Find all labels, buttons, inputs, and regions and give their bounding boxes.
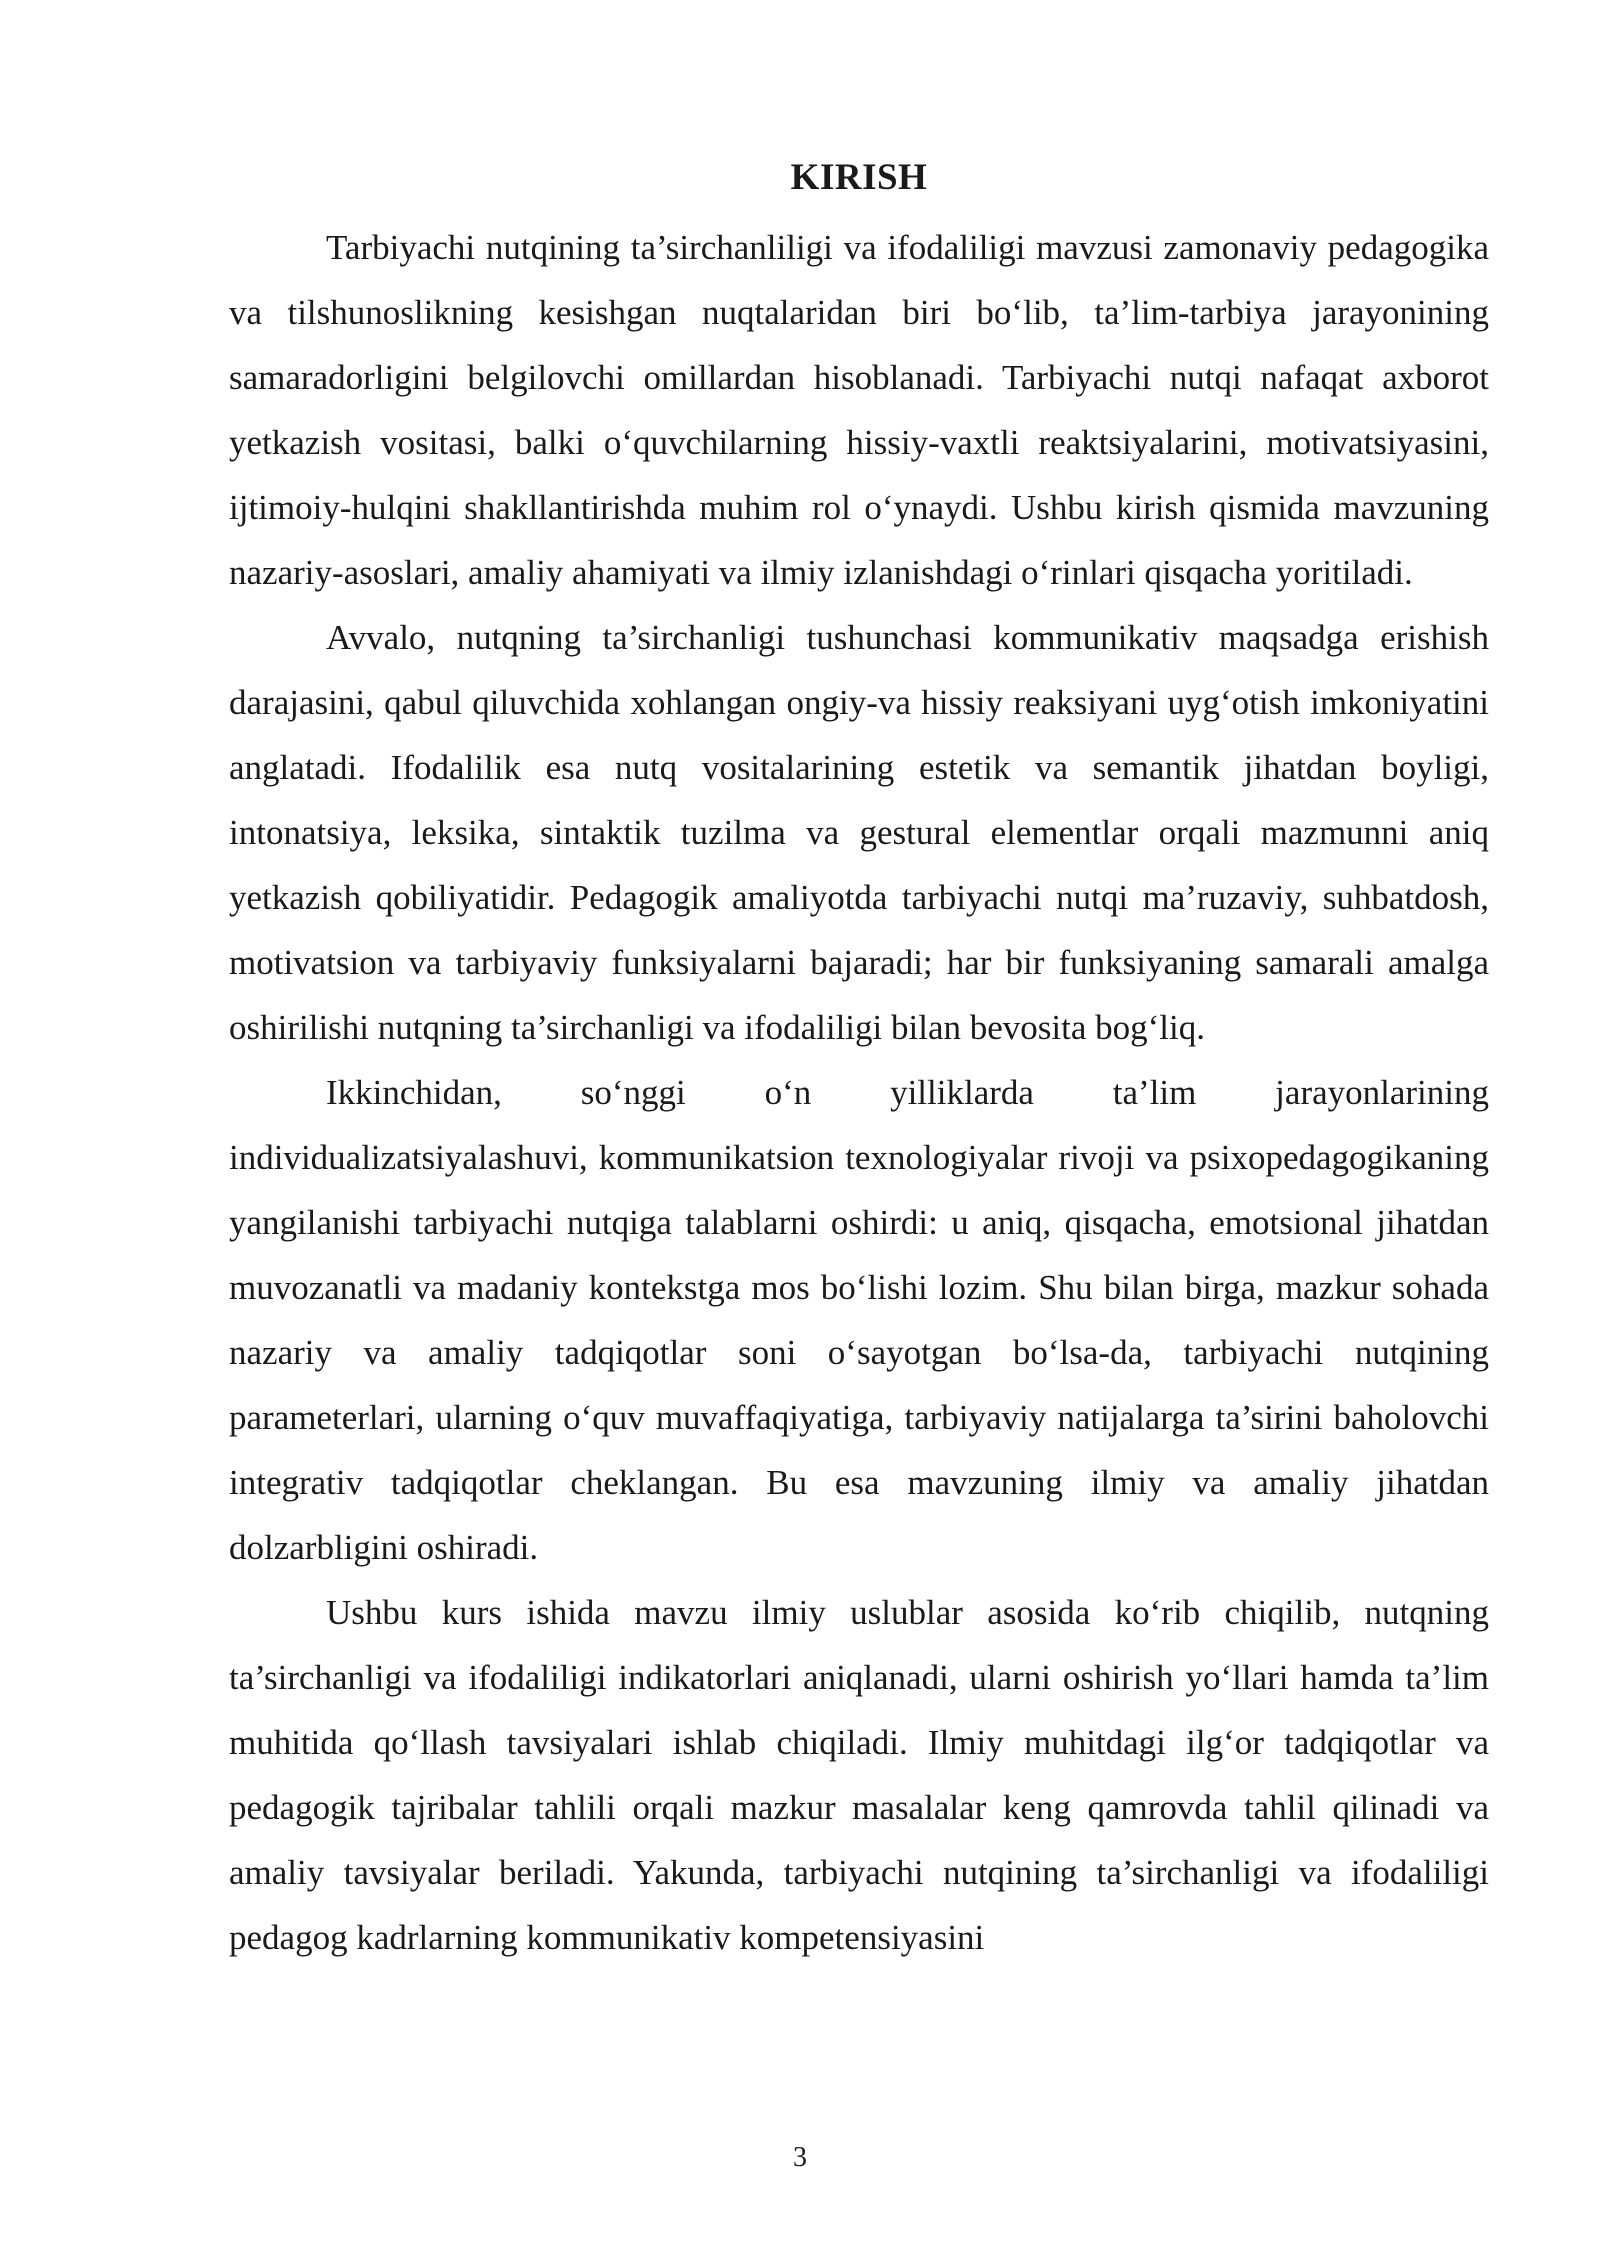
- page-content: [229, 150, 1489, 1970]
- paragraph-3: Ikkinchidan, so‘nggi o‘n yilliklarda ta’lim jarayonlarining individualizatsiyalashuvi, kommunikatsion texnologiyalar rivoji va psixopedagogikaning yangilanishi tarbiyachi nutqiga talablarni oshirdi: u aniq, qisqacha, emotsional jihatdan muvozanatli va madaniy kontekstga mos bo‘lishi lozim. Shu bilan birga, mazkur sohada nazariy va amaliy tadqiqotlar soni o‘sayotgan bo‘lsa-da, tarbiyachi nutqining parameterlari, ularning o‘quv muvaffaqiyatiga, tarbiyaviy natijalarga ta’sirini baholovchi integrativ tadqiqotlar cheklangan. Bu esa mavzuning ilmiy va amaliy jihatdan dolzarbligini oshiradi.: [229, 1073, 1489, 1567]
- page-number: 3: [793, 2142, 807, 2173]
- section-heading: KIRISH: [790, 157, 928, 198]
- paragraph-4: Ushbu kurs ishida mavzu ilmiy uslublar asosida ko‘rib chiqilib, nutqning ta’sirchanligi va ifodaliligi indikatorlari aniqlanadi, ularni oshirish yo‘llari hamda ta’lim muhitida qo‘llash tavsiyalari ishlab chiqiladi. Ilmiy muhitdagi ilg‘or tadqiqotlar va pedagogik tajribalar tahlili orqali mazkur masalalar keng qamrovda tahlil qilinadi va amaliy tavsiyalar beriladi. Yakunda, tarbiyachi nutqining ta’sirchanligi va ifodaliligi pedagog kadrlarning kommunikativ kompetensiyasini: [229, 1593, 1489, 1957]
- paragraph-2: Avvalo, nutqning ta’sirchanligi tushunchasi kommunikativ maqsadga erishish darajasini, qabul qiluvchida xohlangan ongiy-va hissiy reaksiyani uyg‘otish imkoniyatini anglatadi. Ifodalilik esa nutq vositalarining estetik va semantik jihatdan boyligi, intonatsiya, leksika, sintaktik tuzilma va gestural elementlar orqali mazmunni aniq yetkazish qobiliyatidir. Pedagogik amaliyotda tarbiyachi nutqi ma’ruzaviy, suhbatdosh, motivatsion va tarbiyaviy funksiyalarni bajaradi; har bir funksiyaning samarali amalga oshirilishi nutqning ta’sirchanligi va ifodaliligi bilan bevosita bog‘liq.: [229, 618, 1489, 1047]
- paragraph-1: Tarbiyachi nutqining ta’sirchanliligi va ifodaliligi mavzusi zamonaviy pedagogika va tilshunoslikning kesishgan nuqtalaridan biri bo‘lib, ta’lim-tarbiya jarayonining samaradorligini belgilovchi omillardan hisoblanadi. Tarbiyachi nutqi nafaqat axborot yetkazish vositasi, balki o‘quvchilarning hissiy-vaxtli reaktsiyalarini, motivatsiyasini, ijtimoiy-hulqini shakllantirishda muhim rol o‘ynaydi. Ushbu kirish qismida mavzuning nazariy-asoslari, amaliy ahamiyati va ilmiy izlanishdagi o‘rinlari qisqacha yoritiladi.: [229, 228, 1489, 592]
